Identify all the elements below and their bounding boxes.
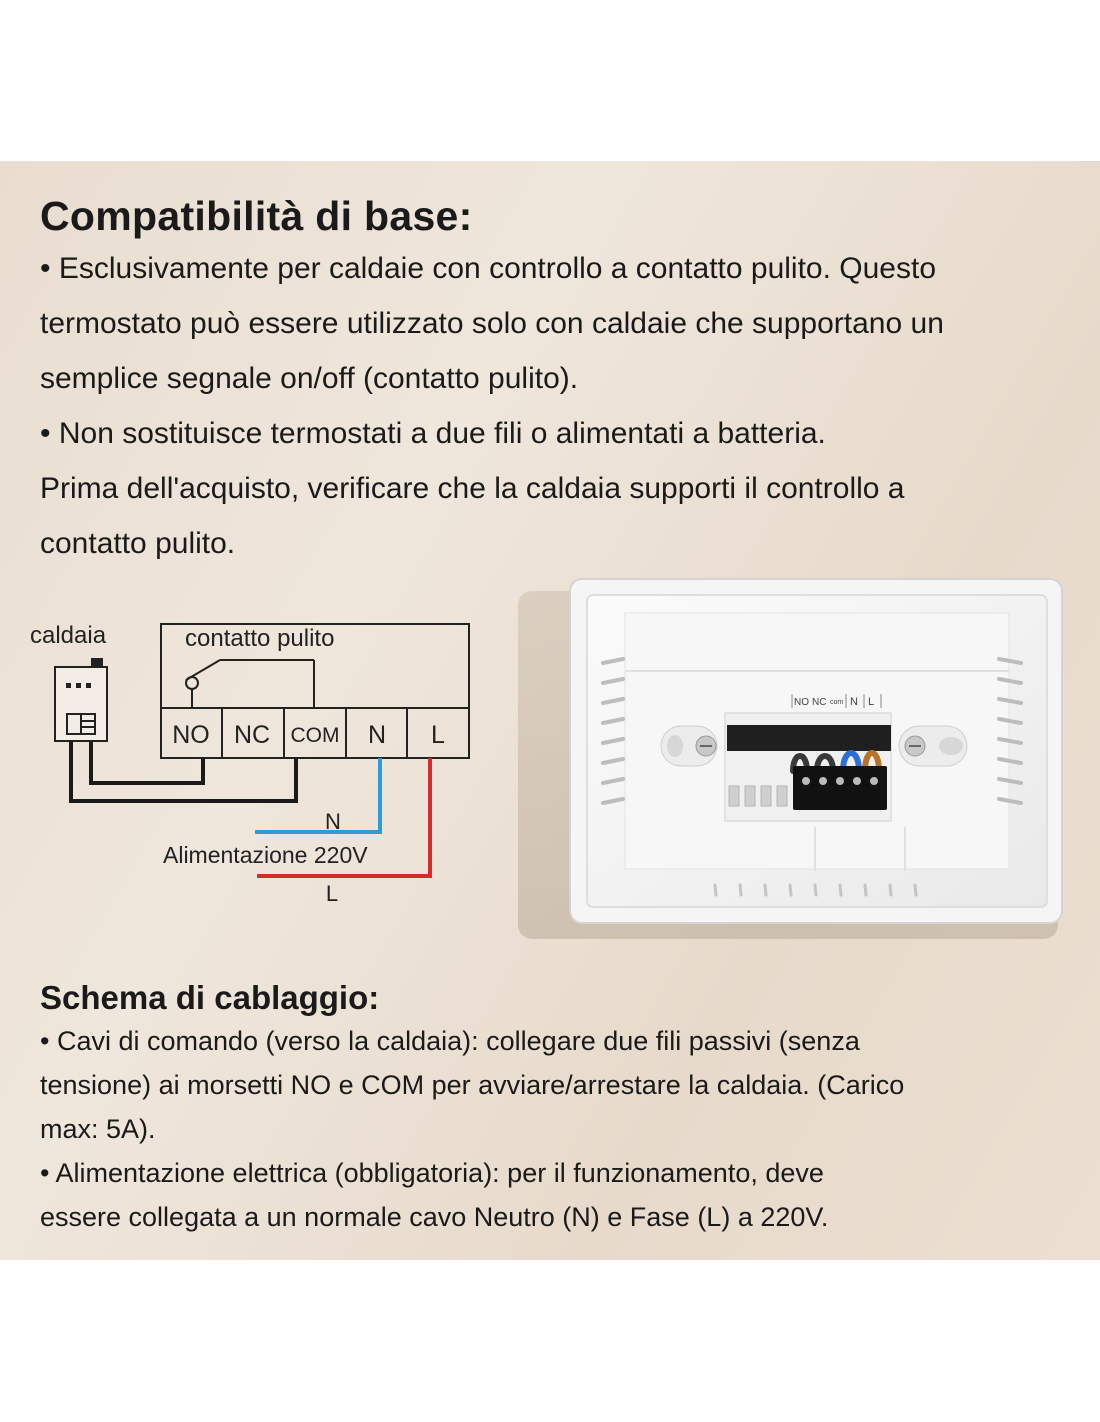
compat-line: termostato può essere utilizzato solo con caldaie che supportano un <box>40 307 944 340</box>
wiring-line: • Alimentazione elettrica (obbligatoria): per il funzionamento, deve <box>40 1158 824 1188</box>
boiler-label: caldaia <box>30 622 107 649</box>
compat-line: contatto pulito. <box>40 527 236 560</box>
wiring-line: tensione) ai morsetti NO e COM per avviare/arrestare la caldaia. (Carico <box>40 1070 905 1100</box>
wiring-line: • Cavi di comando (verso la caldaia): collegare due fili passivi (senza <box>40 1026 860 1056</box>
terminal-label: NC <box>233 721 271 749</box>
photo-terminal-mark: NO <box>794 697 809 708</box>
photo-terminal-mark: com <box>830 699 844 706</box>
wiring-text <box>40 1019 1090 1239</box>
phase-label: L <box>325 881 339 906</box>
contact-label: contatto pulito <box>185 625 335 652</box>
terminal-label: N <box>367 721 387 749</box>
terminal-label: NO <box>172 721 210 749</box>
control-wires <box>71 741 296 801</box>
compat-line: • Esclusivamente per caldaie con controllo a contatto pulito. Questo <box>40 252 937 285</box>
compat-title: Compatibilità di base: <box>40 193 473 239</box>
neutral-label: N <box>325 809 341 834</box>
compat-line: semplice segnale on/off (contatto pulito). <box>40 362 579 395</box>
compat-text <box>40 241 1080 571</box>
terminal-label: L <box>431 721 445 749</box>
terminal-label: COM <box>290 724 340 747</box>
photo-terminal-mark: NC <box>812 697 827 708</box>
wiring-diagram <box>0 601 500 921</box>
compat-line: Prima dell'acquisto, verificare che la caldaia supporti il controllo a <box>40 472 905 505</box>
wiring-title: Schema di cablaggio: <box>40 979 380 1016</box>
supply-label: Alimentazione 220V <box>163 842 368 868</box>
content-panel <box>0 161 1100 1260</box>
neutral-wire <box>255 758 380 832</box>
backplate-photo <box>515 571 1075 951</box>
photo-terminal-mark: L <box>868 696 875 708</box>
relay-symbol <box>186 660 314 708</box>
boiler-icon <box>55 659 107 741</box>
photo-terminal-mark: N <box>850 696 858 708</box>
wiring-line: max: 5A). <box>40 1114 156 1144</box>
wiring-line: essere collegata a un normale cavo Neutro (N) e Fase (L) a 220V. <box>40 1202 829 1232</box>
compat-line: • Non sostituisce termostati a due fili o alimentati a batteria. <box>40 417 826 450</box>
